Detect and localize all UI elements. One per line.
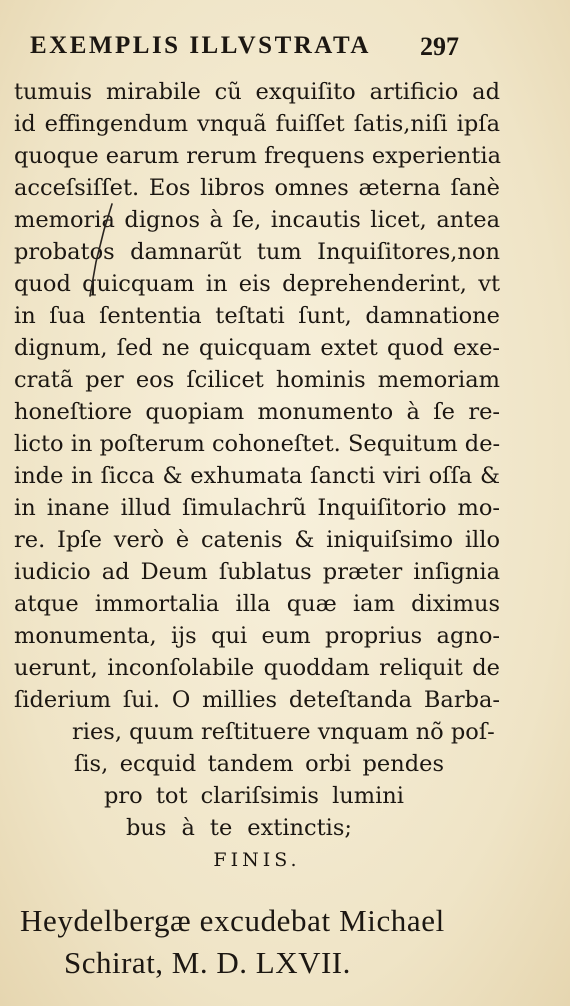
pen-mark <box>60 200 120 310</box>
text-line: atque immortalia illa quæ iam diximus <box>14 591 500 617</box>
text-line: ſiderium ſui. O millies deteſtanda Barba- <box>14 687 500 713</box>
printer-imprint <box>16 900 502 984</box>
text-line: pro tot clariſsimis lumini <box>104 783 404 809</box>
text-line: ries, quum reſtituere vnquam nõ poſ- <box>72 719 495 745</box>
text-line: monumenta, ijs qui eum proprius agno- <box>14 623 500 649</box>
text-line: memoria dignos à ſe, incautis licet, antea <box>14 207 500 233</box>
text-line: in inane illud ſimulachrũ Inquiſitorio mo- <box>14 495 500 521</box>
text-line: licto in poſterum cohoneſtet. Sequitum de- <box>14 431 501 457</box>
body-text <box>14 76 500 876</box>
text-line: acceſsiſſet. Eos libros omnes æterna ſanè <box>14 175 500 201</box>
text-line: quoque earum rerum frequens experientia <box>14 143 502 169</box>
page-number: 297 <box>420 32 459 61</box>
running-head-title: EXEMPLIS ILLVSTRATA <box>30 32 371 59</box>
text-line: cratã per eos ſcilicet hominis memoriam <box>14 367 500 393</box>
imprint-line: Schirat, M. D. LXVII. <box>64 945 351 980</box>
text-line: ſis, ecquid tandem orbi pendes <box>74 751 444 777</box>
text-line: dignum, ſed ne quicquam extet quod exe- <box>14 335 500 361</box>
text-line: honeſtiore quopiam monumento à ſe re- <box>14 399 500 425</box>
text-line: re. Ipſe verò è catenis & iniquiſsimo illo <box>14 527 500 553</box>
text-line: probatos damnarũt tum Inquiſitores,non <box>14 239 500 265</box>
text-line: in ſua ſententia teſtati ſunt, damnatione <box>14 303 500 329</box>
finis-line: FINIS. <box>213 849 301 871</box>
text-line: bus à te extinctis; <box>126 815 352 841</box>
text-line: inde in ſicca & exhumata ſancti viri oſſa & <box>14 463 500 489</box>
text-line: quod quicquam in eis deprehenderint, vt <box>14 271 500 297</box>
text-line: id effingendum vnquã fuiſſet ſatis,niſi ipſa <box>14 111 500 137</box>
text-line: tumuis mirabile cũ exquiſito artificio ad <box>14 79 500 105</box>
running-head <box>30 28 550 68</box>
text-line: iudicio ad Deum ſublatus præter inſignia <box>14 559 500 585</box>
text-line: uerunt, inconſolabile quoddam reliquit de <box>14 655 500 681</box>
imprint-line: Heydelbergæ excudebat Michael <box>20 903 445 938</box>
